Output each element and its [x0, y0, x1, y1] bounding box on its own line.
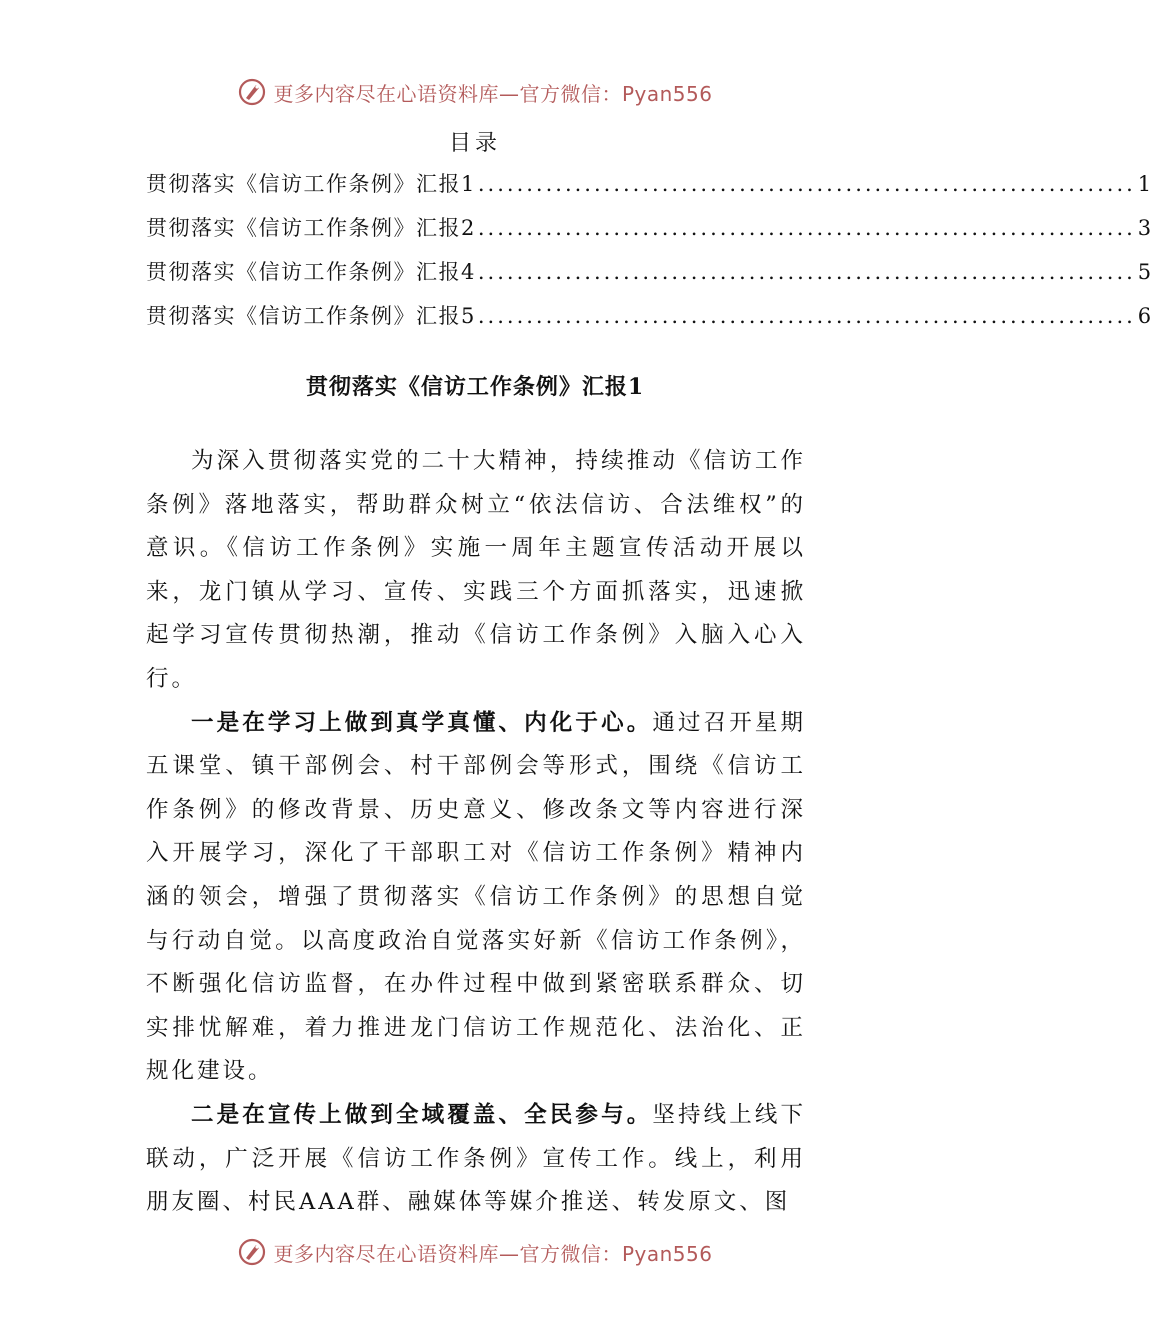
toc-title: 目录	[448, 131, 501, 156]
paragraph-text: 坚持线上线下联动，广泛开展《信访工作条例》宣传工作。线上，利用朋友圈、村民AAA群、融媒体等媒介推送、转发原文、图	[146, 1101, 806, 1216]
toc-entry-label: 贯彻落实《信访工作条例》汇报1	[146, 172, 476, 196]
toc-leader-dots: ....................................................................	[477, 172, 1136, 196]
document-heading: 贯彻落实《信访工作条例》汇报1	[305, 374, 645, 400]
watermark-banner-top	[0, 72, 950, 112]
toc-entry[interactable]	[146, 212, 1151, 256]
paragraph-text: 通过召开星期五课堂、镇干部例会、村干部例会等形式，围绕《信访工作条例》的修改背景、历史意义、修改条文等内容进行深入开展学习，深化了干部职工对《信访工作条例》精神内涵的领会，增强了贯彻落实《信访工作条例》的思想自觉与行动自觉。以高度政治自觉落实好新《信访工作条例》，不断强化信访监督，在办件过程中做到紧密联系群众、切实排忧解难，着力推进龙门信访工作规范化、法治化、正规化建设。	[146, 709, 806, 1085]
toc-leader-dots: ....................................................................	[477, 260, 1136, 284]
watermark-banner-bottom	[0, 1232, 950, 1272]
toc-entry-label: 贯彻落实《信访工作条例》汇报5	[146, 304, 476, 328]
toc-entry[interactable]	[146, 256, 1151, 300]
document-body	[146, 440, 806, 1225]
toc-entry-page: 6	[1137, 304, 1151, 328]
table-of-contents	[146, 168, 1151, 344]
toc-entry-page: 3	[1137, 216, 1151, 240]
pen-nib-circle-icon	[237, 77, 267, 107]
toc-leader-dots: ....................................................................	[477, 216, 1136, 240]
watermark-text: 更多内容尽在心语资料库—官方微信：Pyan556	[273, 1241, 713, 1266]
toc-entry[interactable]	[146, 168, 1151, 212]
body-paragraph	[146, 440, 806, 702]
paragraph-lead: 二是在宣传上做到全域覆盖、全民参与。	[191, 1101, 653, 1128]
toc-leader-dots: ....................................................................	[477, 304, 1136, 328]
paragraph-text: 为深入贯彻落实党的二十大精神，持续推动《信访工作条例》落地落实，帮助群众树立“依法信访、合法维权”的意识。《信访工作条例》实施一周年主题宣传活动开展以来，龙门镇从学习、宣传、实践三个方面抓落实，迅速掀起学习宣传贯彻热潮，推动《信访工作条例》入脑入心入行。	[146, 448, 806, 692]
body-paragraph	[146, 1094, 806, 1225]
watermark-text: 更多内容尽在心语资料库—官方微信：Pyan556	[273, 81, 713, 106]
toc-entry[interactable]	[146, 300, 1151, 344]
paragraph-lead: 一是在学习上做到真学真懂、内化于心。	[191, 709, 653, 736]
pen-nib-circle-icon	[237, 1237, 267, 1267]
toc-entry-label: 贯彻落实《信访工作条例》汇报4	[146, 260, 476, 284]
toc-entry-label: 贯彻落实《信访工作条例》汇报2	[146, 216, 476, 240]
toc-entry-page: 5	[1137, 260, 1151, 284]
body-paragraph	[146, 702, 806, 1094]
toc-entry-page: 1	[1137, 172, 1151, 196]
